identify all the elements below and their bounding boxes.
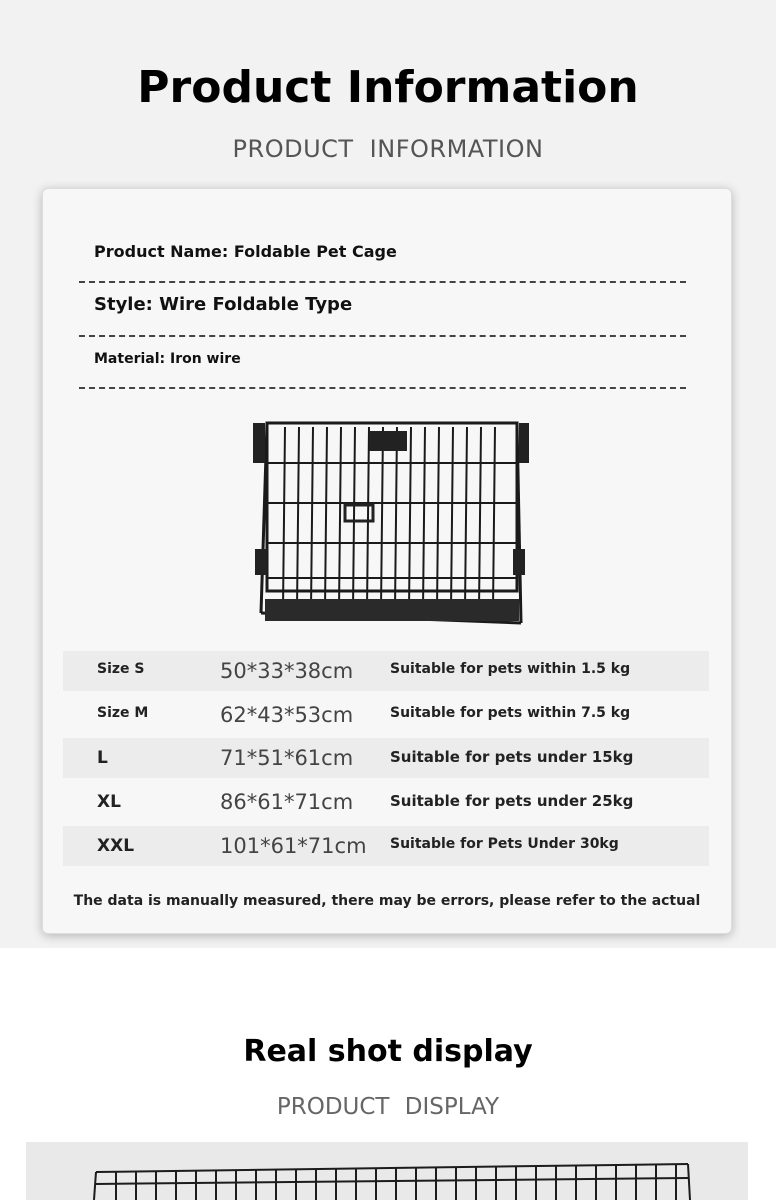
size-label: L xyxy=(97,748,108,768)
section-subtitle: PRODUCT INFORMATION xyxy=(232,135,544,163)
size-label: XL xyxy=(97,792,121,812)
size-weight-note: Suitable for pets within 7.5 kg xyxy=(390,705,631,721)
dashed-divider xyxy=(79,335,686,337)
real-shot-photo xyxy=(26,1142,748,1200)
size-row-xxl xyxy=(63,826,709,866)
size-label: Size S xyxy=(97,661,145,677)
real-shot-title: Real shot display xyxy=(243,1034,533,1069)
size-dimensions: 62*43*53cm xyxy=(220,703,354,727)
measurement-disclaimer: The data is manually measured, there may be errors, please refer to the actual xyxy=(73,893,701,909)
real-shot-subtitle: PRODUCT DISPLAY xyxy=(276,1094,500,1120)
size-weight-note: Suitable for pets within 1.5 kg xyxy=(390,661,631,677)
size-dimensions: 50*33*38cm xyxy=(220,659,354,683)
size-weight-note: Suitable for Pets Under 30kg xyxy=(390,836,619,852)
size-row-s xyxy=(63,651,709,691)
cage-photo-image xyxy=(26,1142,748,1200)
size-weight-note: Suitable for pets under 15kg xyxy=(390,748,634,766)
size-dimensions: 71*51*61cm xyxy=(220,746,354,770)
size-dimensions: 86*61*71cm xyxy=(220,790,354,814)
cage-image xyxy=(251,413,531,639)
size-dimensions: 101*61*71cm xyxy=(220,834,367,858)
product-name-text: Product Name: Foldable Pet Cage xyxy=(94,242,397,261)
size-weight-note: Suitable for pets under 25kg xyxy=(390,792,634,810)
dashed-divider xyxy=(79,387,686,389)
section-title: Product Information xyxy=(137,62,639,113)
size-row-xl xyxy=(63,782,709,822)
product-material-text: Material: Iron wire xyxy=(94,351,241,367)
size-row-l xyxy=(63,738,709,778)
product-style-text: Style: Wire Foldable Type xyxy=(94,294,353,315)
dashed-divider xyxy=(79,281,686,283)
size-label: Size M xyxy=(97,705,149,721)
size-label: XXL xyxy=(97,836,135,856)
product-info-card xyxy=(42,188,732,934)
size-row-m xyxy=(63,695,709,735)
